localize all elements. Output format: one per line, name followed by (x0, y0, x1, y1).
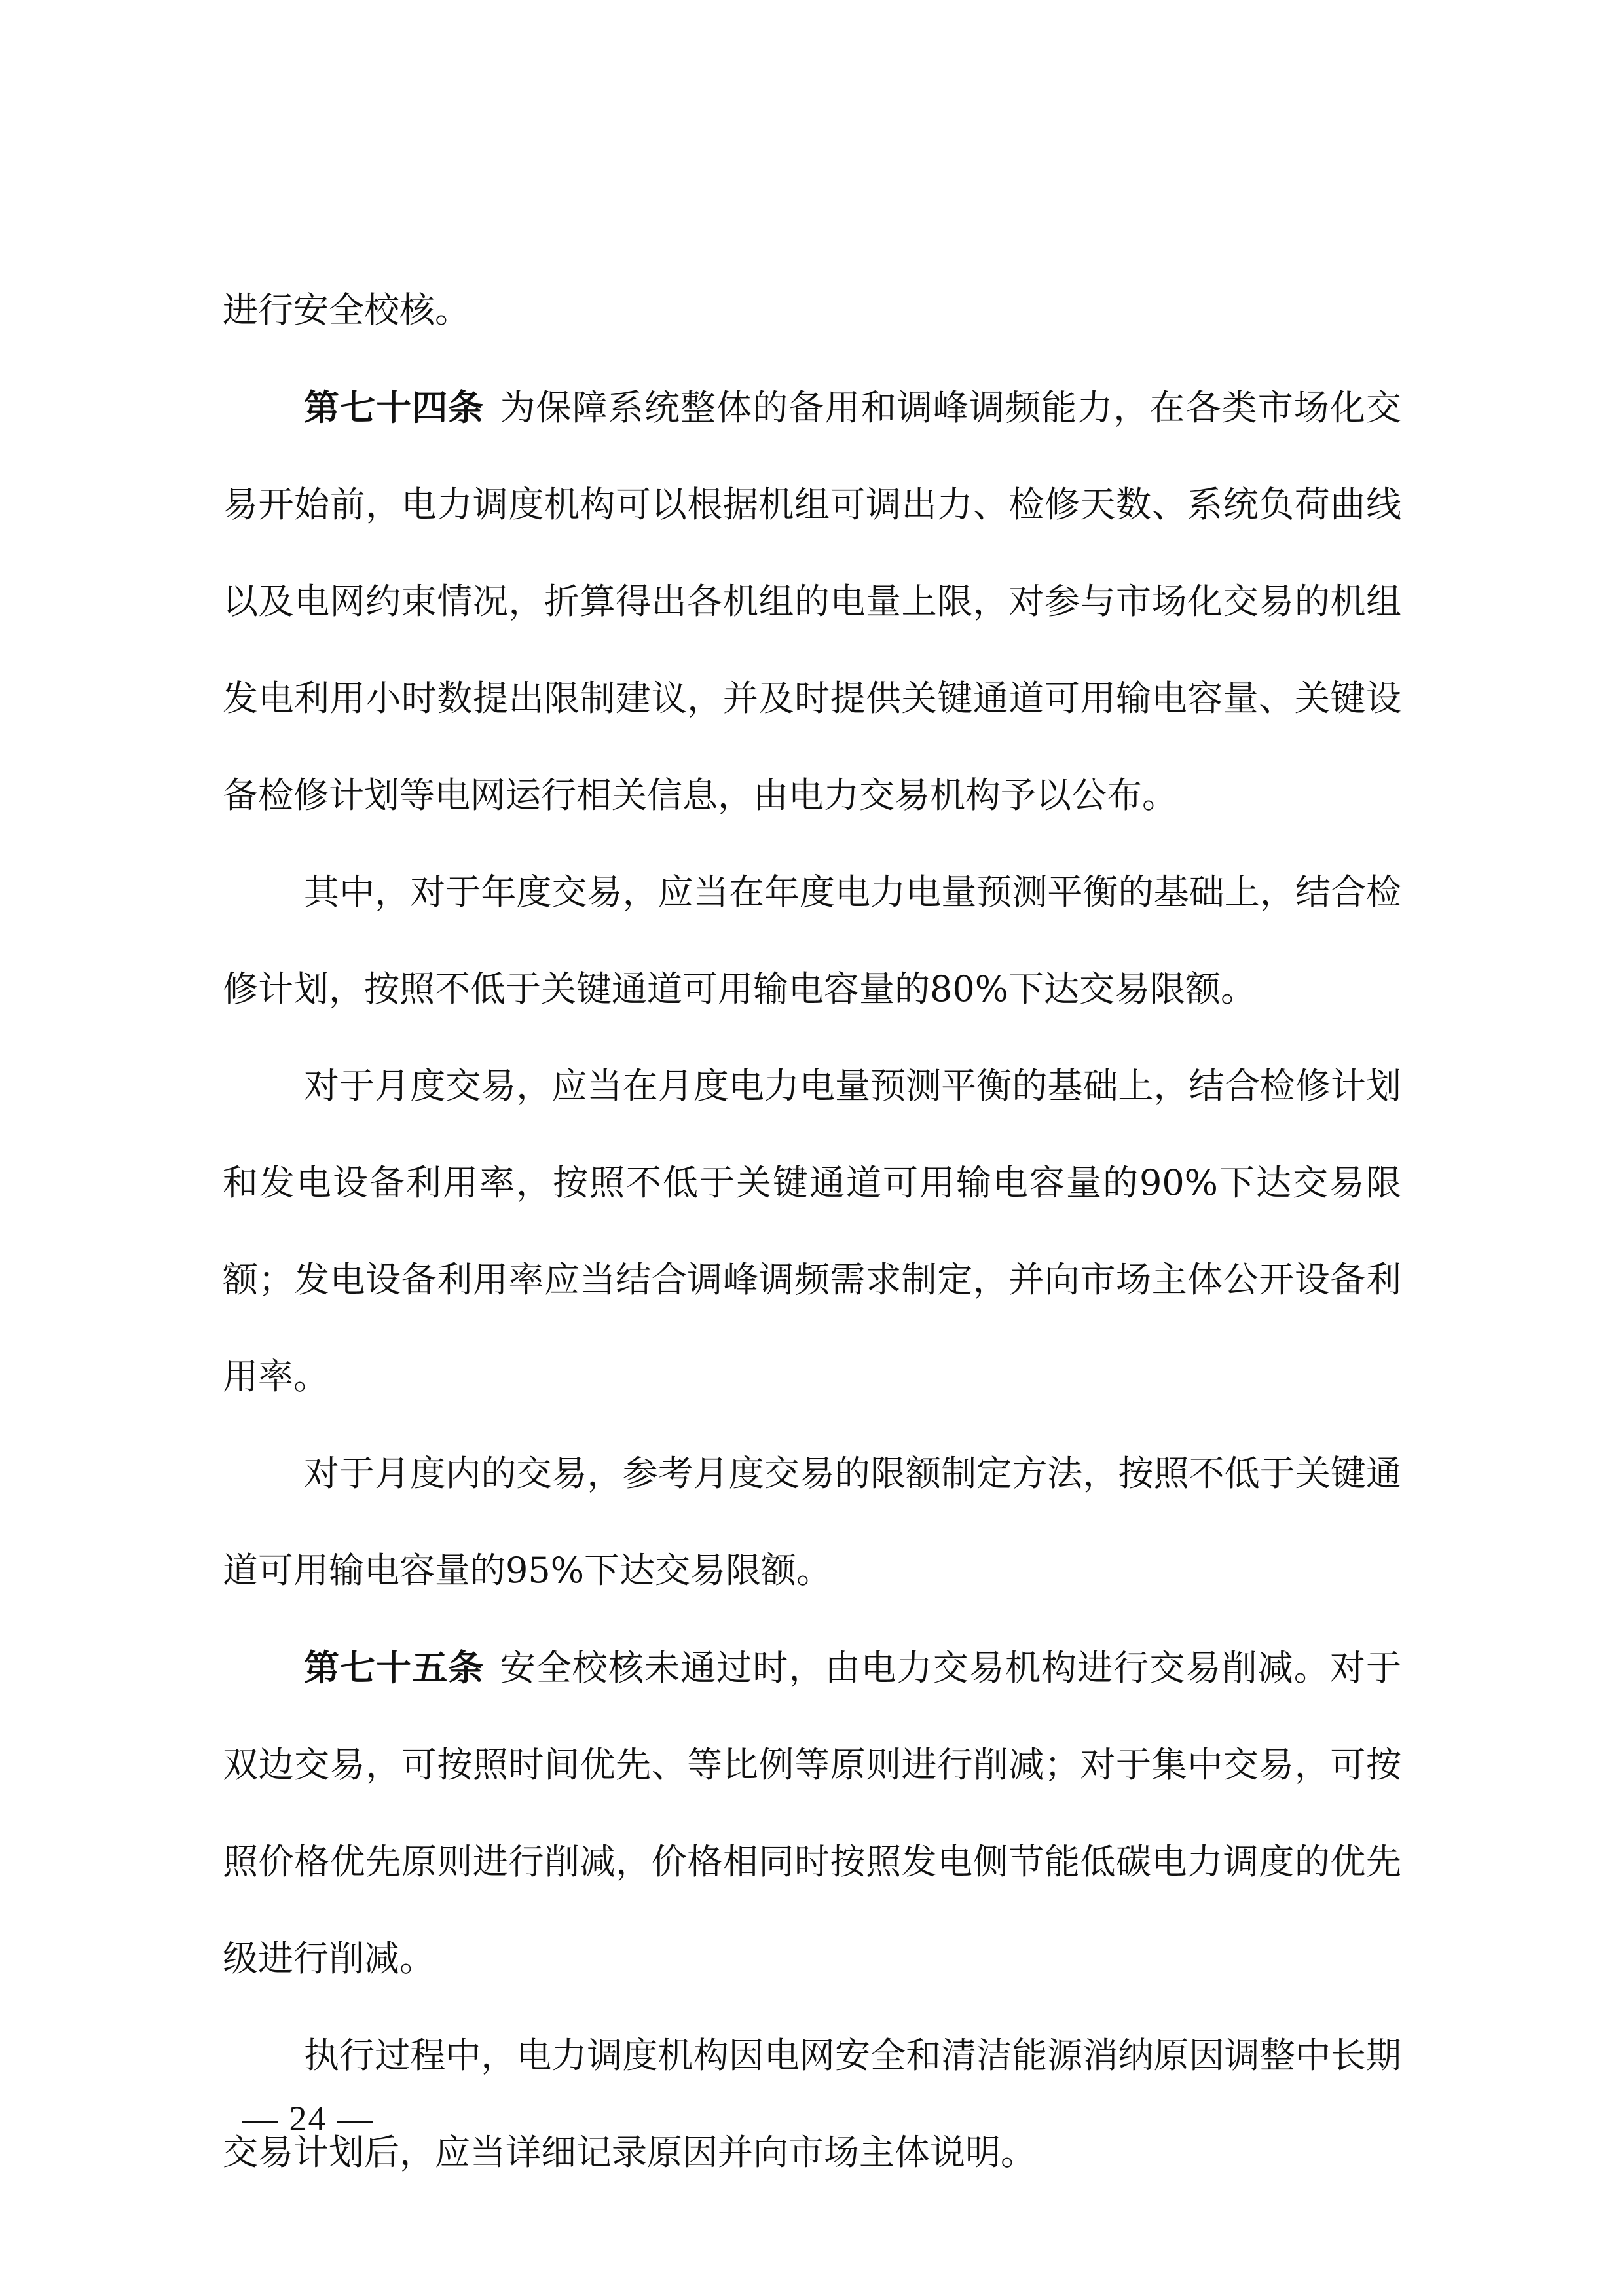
paragraph-5 (223, 1425, 1401, 1619)
paragraph-3 (223, 844, 1401, 1038)
article-number: 第七十五条 (304, 1647, 485, 1688)
paragraph-text: 执行过程中，电力调度机构因电网安全和清洁能源消纳原因调整中长期交易计划后，应当详细记录原因并向市场主体说明。 (223, 2035, 1401, 2173)
page-number: — 24 — (242, 2099, 374, 2138)
paragraph-text: 进行安全校核。 (223, 289, 470, 331)
paragraph-6-article-75 (223, 1619, 1401, 2007)
document-body (223, 262, 1401, 2201)
paragraph-text: 安全校核未通过时，由电力交易机构进行交易削减。对于双边交易，可按照时间优先、等比例等原则进行削减；对于集中交易，可按照价格优先原则进行削减，价格相同时按照发电侧节能低碳电力调度的优先级进行削减。 (223, 1647, 1402, 1979)
paragraph-4 (223, 1038, 1401, 1425)
paragraph-text: 对于月度交易，应当在月度电力电量预测平衡的基础上，结合检修计划和发电设备利用率，按照不低于关键通道可用输电容量的90%下达交易限额；发电设备利用率应当结合调峰调频需求制定，并向市场主体公开设备利用率。 (223, 1065, 1401, 1397)
article-number: 第七十四条 (304, 386, 485, 428)
paragraph-1 (223, 262, 1401, 359)
paragraph-text: 其中，对于年度交易，应当在年度电力电量预测平衡的基础上，结合检修计划，按照不低于关键通道可用输电容量的80%下达交易限额。 (223, 871, 1401, 1010)
paragraph-7 (223, 2007, 1401, 2201)
paragraph-text: 为保障系统整体的备用和调峰调频能力，在各类市场化交易开始前，电力调度机构可以根据机组可调出力、检修天数、系统负荷曲线以及电网约束情况，折算得出各机组的电量上限，对参与市场化交易的机组发电利用小时数提出限制建议，并及时提供关键通道可用输电容量、关键设备检修计划等电网运行相关信息，由电力交易机构予以公布。 (223, 387, 1402, 816)
paragraph-2-article-74 (223, 359, 1401, 844)
paragraph-text: 对于月度内的交易，参考月度交易的限额制定方法，按照不低于关键通道可用输电容量的95%下达交易限额。 (223, 1453, 1401, 1591)
